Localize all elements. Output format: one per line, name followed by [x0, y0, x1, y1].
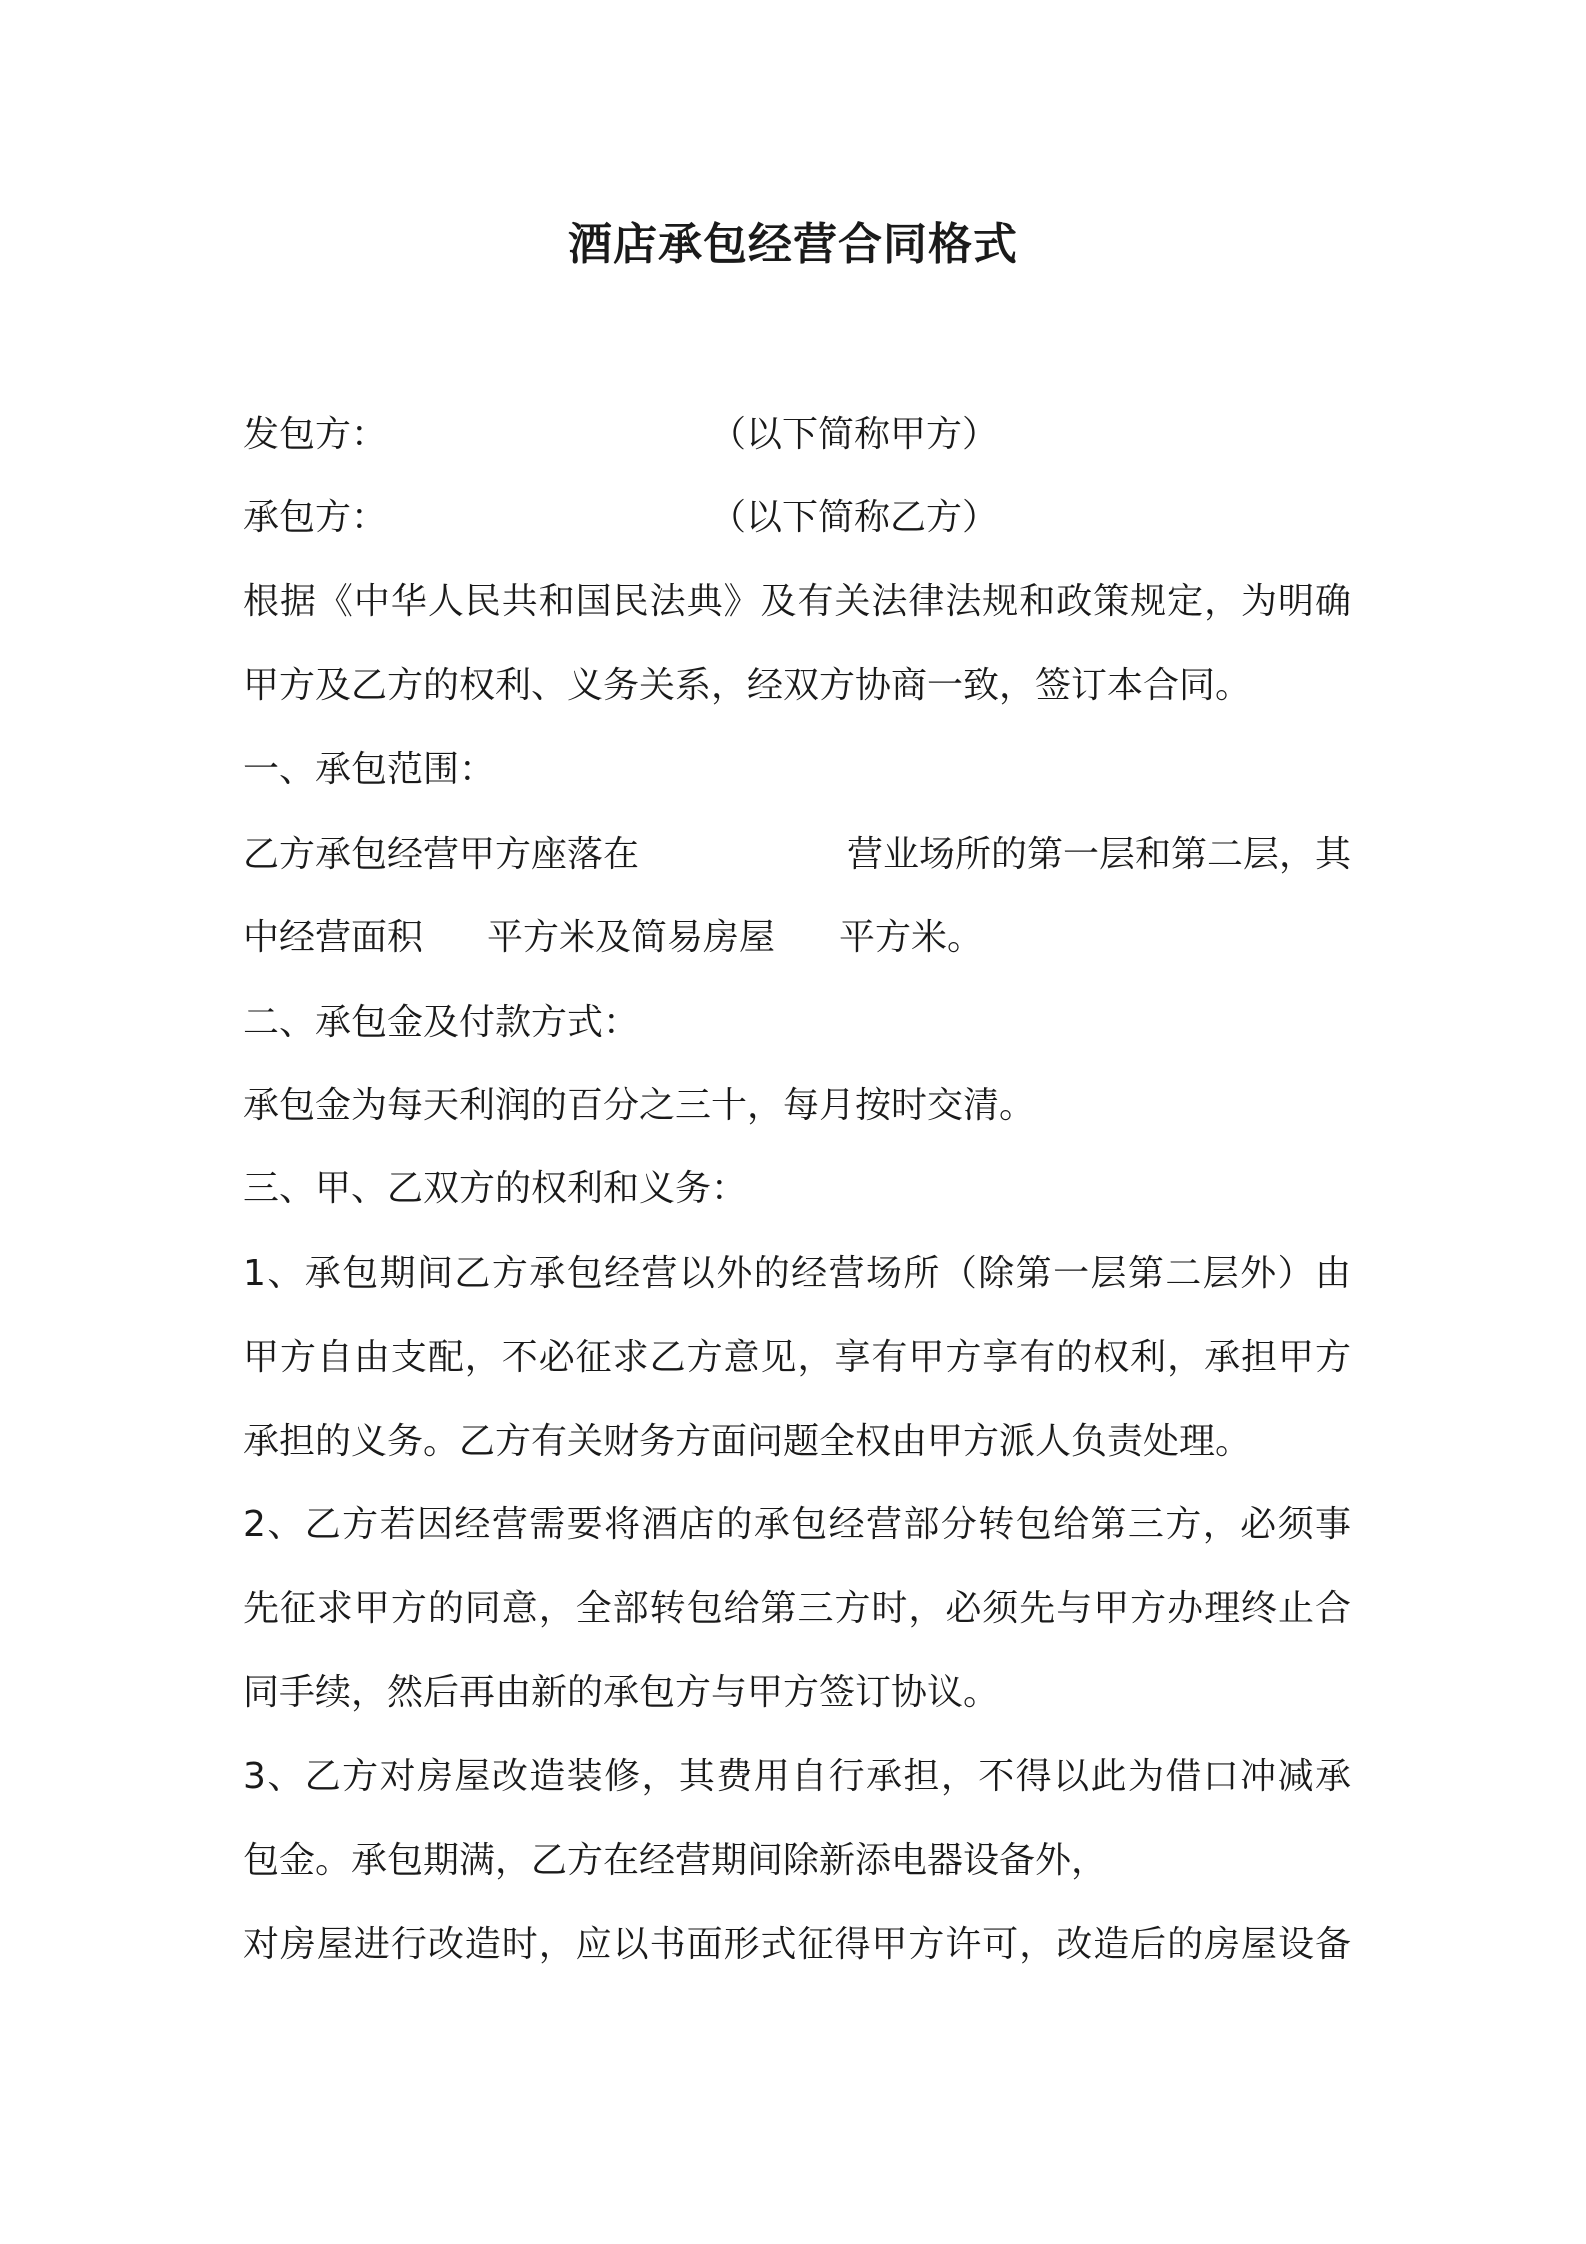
item-2-line-3: 同手续，然后再由新的承包方与甲方签订协议。 — [243, 1672, 1000, 1713]
preamble-line-2: 甲方及乙方的权利、义务关系，经双方协商一致，签订本合同。 — [243, 665, 1252, 706]
section-1-heading: 一、承包范围： — [243, 749, 496, 790]
square-meter-label: 平方米。 — [839, 917, 984, 958]
item-3-line-3: 对房屋进行改造时，应以书面形式征得甲方许可，改造后的房屋设备 — [243, 1924, 1351, 1965]
item-2-line-1: 2、乙方若因经营需要将酒店的承包经营部分转包给第三方，必须事 — [243, 1504, 1351, 1545]
item-3-line-1: 3、乙方对房屋改造装修，其费用自行承担，不得以此为借口冲减承 — [243, 1756, 1351, 1797]
party-a-label: 发包方： — [243, 414, 388, 455]
preamble-line-1: 根据《中华人民共和国民法典》及有关法律法规和政策规定，为明确 — [243, 581, 1351, 622]
document-title: 酒店承包经营合同格式 — [568, 219, 1018, 270]
area-label: 中经营面积 — [243, 917, 424, 958]
simple-house-label: 平方米及简易房屋 — [487, 917, 776, 958]
item-1-line-1: 1、承包期间乙方承包经营以外的经营场所（除第一层第二层外）由 — [243, 1253, 1351, 1294]
item-1-line-3: 承担的义务。乙方有关财务方面问题全权由甲方派人负责处理。 — [243, 1421, 1252, 1462]
party-b-note: （以下简称乙方） — [710, 497, 999, 538]
section-1-line-1-start: 乙方承包经营甲方座落在 — [243, 834, 640, 875]
item-1-line-2: 甲方自由支配，不必征求乙方意见，享有甲方享有的权利，承担甲方 — [243, 1337, 1351, 1378]
section-1-line-1-end: 营业场所的第一层和第二层，其 — [846, 834, 1351, 875]
section-2-heading: 二、承包金及付款方式： — [243, 1002, 640, 1043]
party-b-label: 承包方： — [243, 497, 388, 538]
item-2-line-2: 先征求甲方的同意，全部转包给第三方时，必须先与甲方办理终止合 — [243, 1588, 1351, 1629]
section-3-heading: 三、甲、乙双方的权利和义务： — [243, 1168, 748, 1209]
section-2-text: 承包金为每天利润的百分之三十，每月按时交清。 — [243, 1085, 1036, 1126]
party-a-note: （以下简称甲方） — [710, 414, 999, 455]
item-3-line-2: 包金。承包期满，乙方在经营期间除新添电器设备外， — [243, 1840, 1108, 1881]
